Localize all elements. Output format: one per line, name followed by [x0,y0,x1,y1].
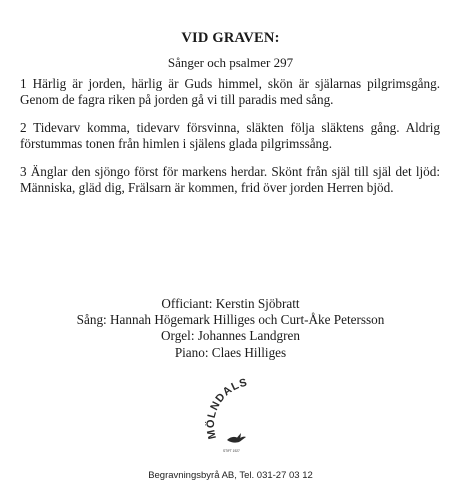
hymn-verses [20,76,440,207]
credit-piano: Piano: Claes Hilliges [174,344,287,360]
dove-icon [227,433,246,443]
verse-1: 1 Härlig är jorden, härlig är Guds himmel, skön är själarnas pilgrimsgång. Genom de fagra riken på jorden gå vi till paradis med sång. [20,76,440,108]
credits-block [0,296,461,361]
verse-2: 2 Tidevarv komma, tidevarv försvinna, släkten följa släktens gång. Aldrig förstummas tonen från himlen i själens glada pilgrimssång. [20,119,440,152]
credit-officiant: Officiant: Kerstin Sjöbratt [161,296,300,311]
credit-organ: Orgel: Johannes Landgren [161,328,300,344]
footer-contact: Begravningsbyrå AB, Tel. 031-27 03 12 [148,470,313,481]
hymn-reference: Sånger och psalmer 297 [167,55,294,70]
credit-song: Sång: Hannah Högemark Hilliges och Curt-Åke Petersson [76,312,385,328]
verse-3: 3 Änglar den sjöngo först för markens herdar. Skönt från själ till själ det ljöd: Människa, gläd dig, Frälsarn är kommen, frid över jorden Herren bjöd. [20,163,440,196]
logo-small-text: STIFT 1927 [223,449,240,453]
funeral-home-logo [205,370,300,460]
logo-text: MÖLNDALS [205,376,250,441]
page-title: VID GRAVEN: [181,30,280,46]
